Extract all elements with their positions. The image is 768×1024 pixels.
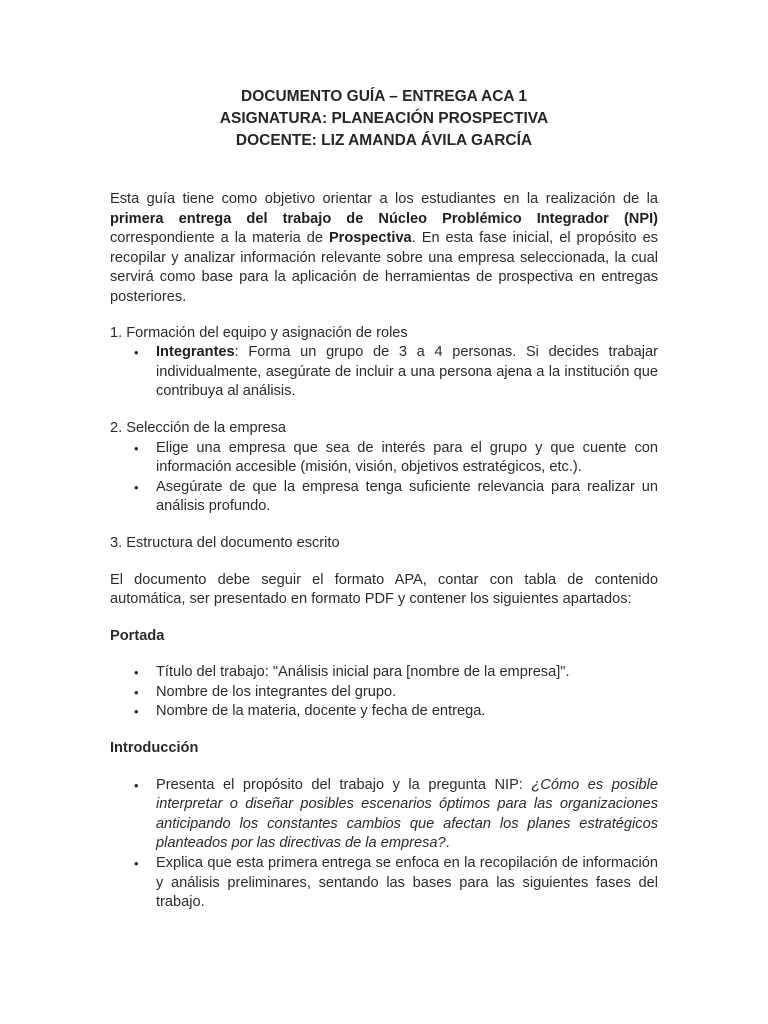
section-1-list bbox=[110, 343, 658, 402]
list-item: • Asegúrate de que la empresa tenga suficiente relevancia para realizar un análisis profundo. bbox=[156, 478, 658, 517]
portada-list bbox=[110, 663, 658, 722]
list-item: • Nombre de los integrantes del grupo. bbox=[156, 683, 658, 703]
list-item-text: Presenta el propósito del trabajo y la pregunta NIP: bbox=[156, 776, 532, 793]
list-item bbox=[156, 343, 658, 402]
list-item: • Título del trabajo: "Análisis inicial para [nombre de la empresa]". bbox=[156, 663, 658, 683]
intro-bold-npi: primera entrega del trabajo de Núcleo Problémico Integrador (NPI) bbox=[110, 210, 658, 227]
list-item-end: . bbox=[445, 835, 450, 852]
section-2-title: 2. Selección de la empresa bbox=[110, 419, 287, 436]
document-header bbox=[110, 86, 658, 152]
intro-paragraph bbox=[110, 190, 658, 308]
section-1-title: 1. Formación del equipo y asignación de roles bbox=[110, 324, 408, 341]
section-3-paragraph: El documento debe seguir el formato APA, contar con tabla de contenido automática, ser presentado en formato PDF y contener los siguientes apartados: bbox=[110, 571, 658, 608]
introduccion-list bbox=[110, 776, 658, 913]
header-line-subject: ASIGNATURA: PLANEACIÓN PROSPECTIVA bbox=[219, 110, 549, 127]
intro-text-3: . En esta fase inicial, el propósito es recopilar y analizar información relevante sobre una empresa seleccionada, la cual servirá como base para la aplicación de herramientas de prospectiva en entregas posteriores. bbox=[110, 230, 658, 305]
list-item: • Explica que esta primera entrega se enfoca en la recopilación de información y análisis preliminares, sentando las bases para las siguientes fases del trabajo. bbox=[156, 854, 658, 913]
intro-text-1: Esta guía tiene como objetivo orientar a los estudiantes en la realización de la bbox=[110, 191, 658, 207]
introduccion-heading: Introducción bbox=[110, 740, 199, 757]
section-2-list bbox=[110, 439, 658, 517]
list-item: • Elige una empresa que sea de interés para el grupo y que cuente con información accesible (misión, visión, objetivos estratégicos, etc.). bbox=[156, 439, 658, 478]
header-line-teacher: DOCENTE: LIZ AMANDA ÁVILA GARCÍA bbox=[235, 132, 533, 149]
list-item: • Nombre de la materia, docente y fecha de entrega. bbox=[156, 702, 658, 722]
list-item-bold: Integrantes bbox=[156, 344, 235, 361]
nip-question: ¿Cómo es posible interpretar o diseñar posibles escenarios óptimos para las organizaciones anticipando los constantes cambios que afectan los planes estratégicos planteados por las directivas de la empresa? bbox=[156, 776, 658, 852]
intro-bold-subject: Prospectiva bbox=[328, 230, 412, 247]
list-item-text: : Forma un grupo de 3 a 4 personas. Si decides trabajar individualmente, asegúrate de incluir a una persona ajena a la institución que contribuya al análisis. bbox=[156, 344, 658, 400]
list-item bbox=[156, 776, 658, 854]
section-3-title: 3. Estructura del documento escrito bbox=[110, 534, 340, 551]
intro-text-2: correspondiente a la materia de bbox=[110, 230, 329, 247]
header-line-title: DOCUMENTO GUÍA – ENTREGA ACA 1 bbox=[241, 88, 527, 105]
portada-heading: Portada bbox=[110, 627, 165, 644]
